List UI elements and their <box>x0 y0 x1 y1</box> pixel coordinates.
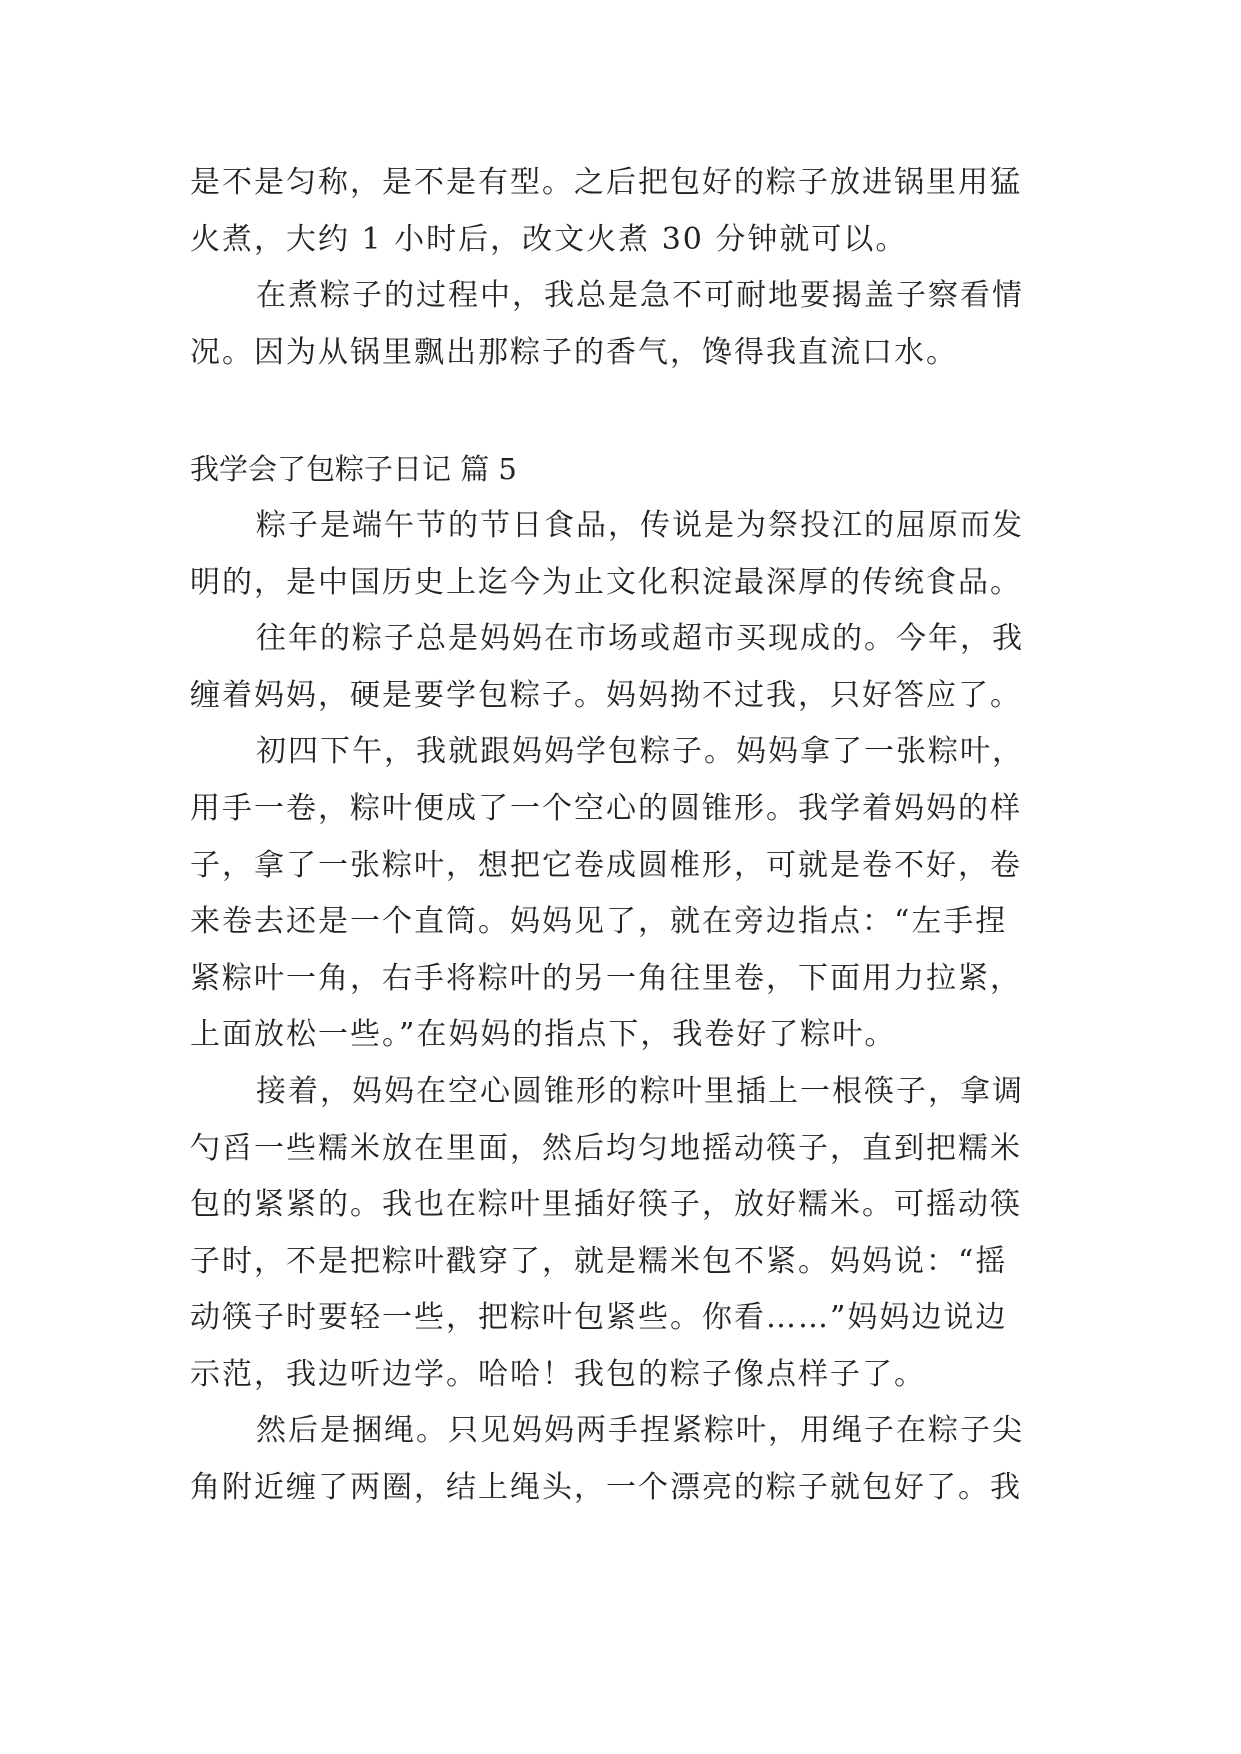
paragraph-5 <box>190 1403 1062 1516</box>
text-line: 在煮粽子的过程中，我总是急不可耐地要揭盖子察看情 <box>256 278 1024 314</box>
section-title: 我学会了包粽子日记 篇 5 <box>190 452 517 487</box>
text-line: 角附近缠了两圈，结上绳头，一个漂亮的粽子就包好了。我 <box>190 1470 1022 1506</box>
text-line: 接着，妈妈在空心圆锥形的粽叶里插上一根筷子，拿调 <box>256 1073 1024 1109</box>
text-line: 粽子是端午节的节日食品，传说是为祭投江的屈原而发 <box>256 507 1024 543</box>
text-line: 往年的粽子总是妈妈在市场或超市买现成的。今年，我 <box>256 621 1024 657</box>
text-line: 缠着妈妈，硬是要学包粽子。妈妈拗不过我，只好答应了。 <box>190 677 1022 713</box>
document-page <box>190 155 1062 1517</box>
text-line: 火煮，大约 1 小时后，改文火煮 30 分钟就可以。 <box>190 221 908 257</box>
text-line: 用手一卷，粽叶便成了一个空心的圆锥形。我学着妈妈的样 <box>190 790 1022 826</box>
text-line: 明的，是中国历史上迄今为止文化积淀最深厚的传统食品。 <box>190 564 1022 600</box>
text-line: 初四下午，我就跟妈妈学包粽子。妈妈拿了一张粽叶， <box>256 734 1024 770</box>
paragraph-cooking <box>190 268 1062 381</box>
section-gap <box>190 381 1062 441</box>
paragraph-fragment <box>190 155 1062 268</box>
text-line: 况。因为从锅里飘出那粽子的香气，馋得我直流口水。 <box>190 334 958 370</box>
paragraph-1 <box>190 498 1062 611</box>
paragraph-3 <box>190 724 1062 1064</box>
text-line: 然后是捆绳。只见妈妈两手捏紧粽叶，用绳子在粽子尖 <box>256 1413 1024 1449</box>
paragraph-2 <box>190 611 1062 724</box>
text-line: 动筷子时要轻一些，把粽叶包紧些。你看……”妈妈边说边 <box>190 1300 1008 1336</box>
text-line: 勺舀一些糯米放在里面，然后均匀地摇动筷子，直到把糯米 <box>190 1130 1022 1166</box>
text-line: 包的紧紧的。我也在粽叶里插好筷子，放好糯米。可摇动筷 <box>190 1187 1022 1223</box>
paragraph-4 <box>190 1064 1062 1404</box>
text-line: 来卷去还是一个直筒。妈妈见了，就在旁边指点：“左手捏 <box>190 904 1008 940</box>
text-line: 是不是匀称，是不是有型。之后把包好的粽子放进锅里用猛 <box>190 165 1022 200</box>
text-line: 子，拿了一张粽叶，想把它卷成圆椎形，可就是卷不好，卷 <box>190 847 1022 883</box>
text-line: 上面放松一些。”在妈妈的指点下，我卷好了粽叶。 <box>190 1017 897 1053</box>
text-line: 紧粽叶一角，右手将粽叶的另一角往里卷，下面用力拉紧， <box>190 960 1022 996</box>
text-line: 子时，不是把粽叶戳穿了，就是糯米包不紧。妈妈说：“摇 <box>190 1243 1008 1279</box>
text-line: 示范，我边听边学。哈哈！我包的粽子像点样子了。 <box>190 1356 926 1392</box>
